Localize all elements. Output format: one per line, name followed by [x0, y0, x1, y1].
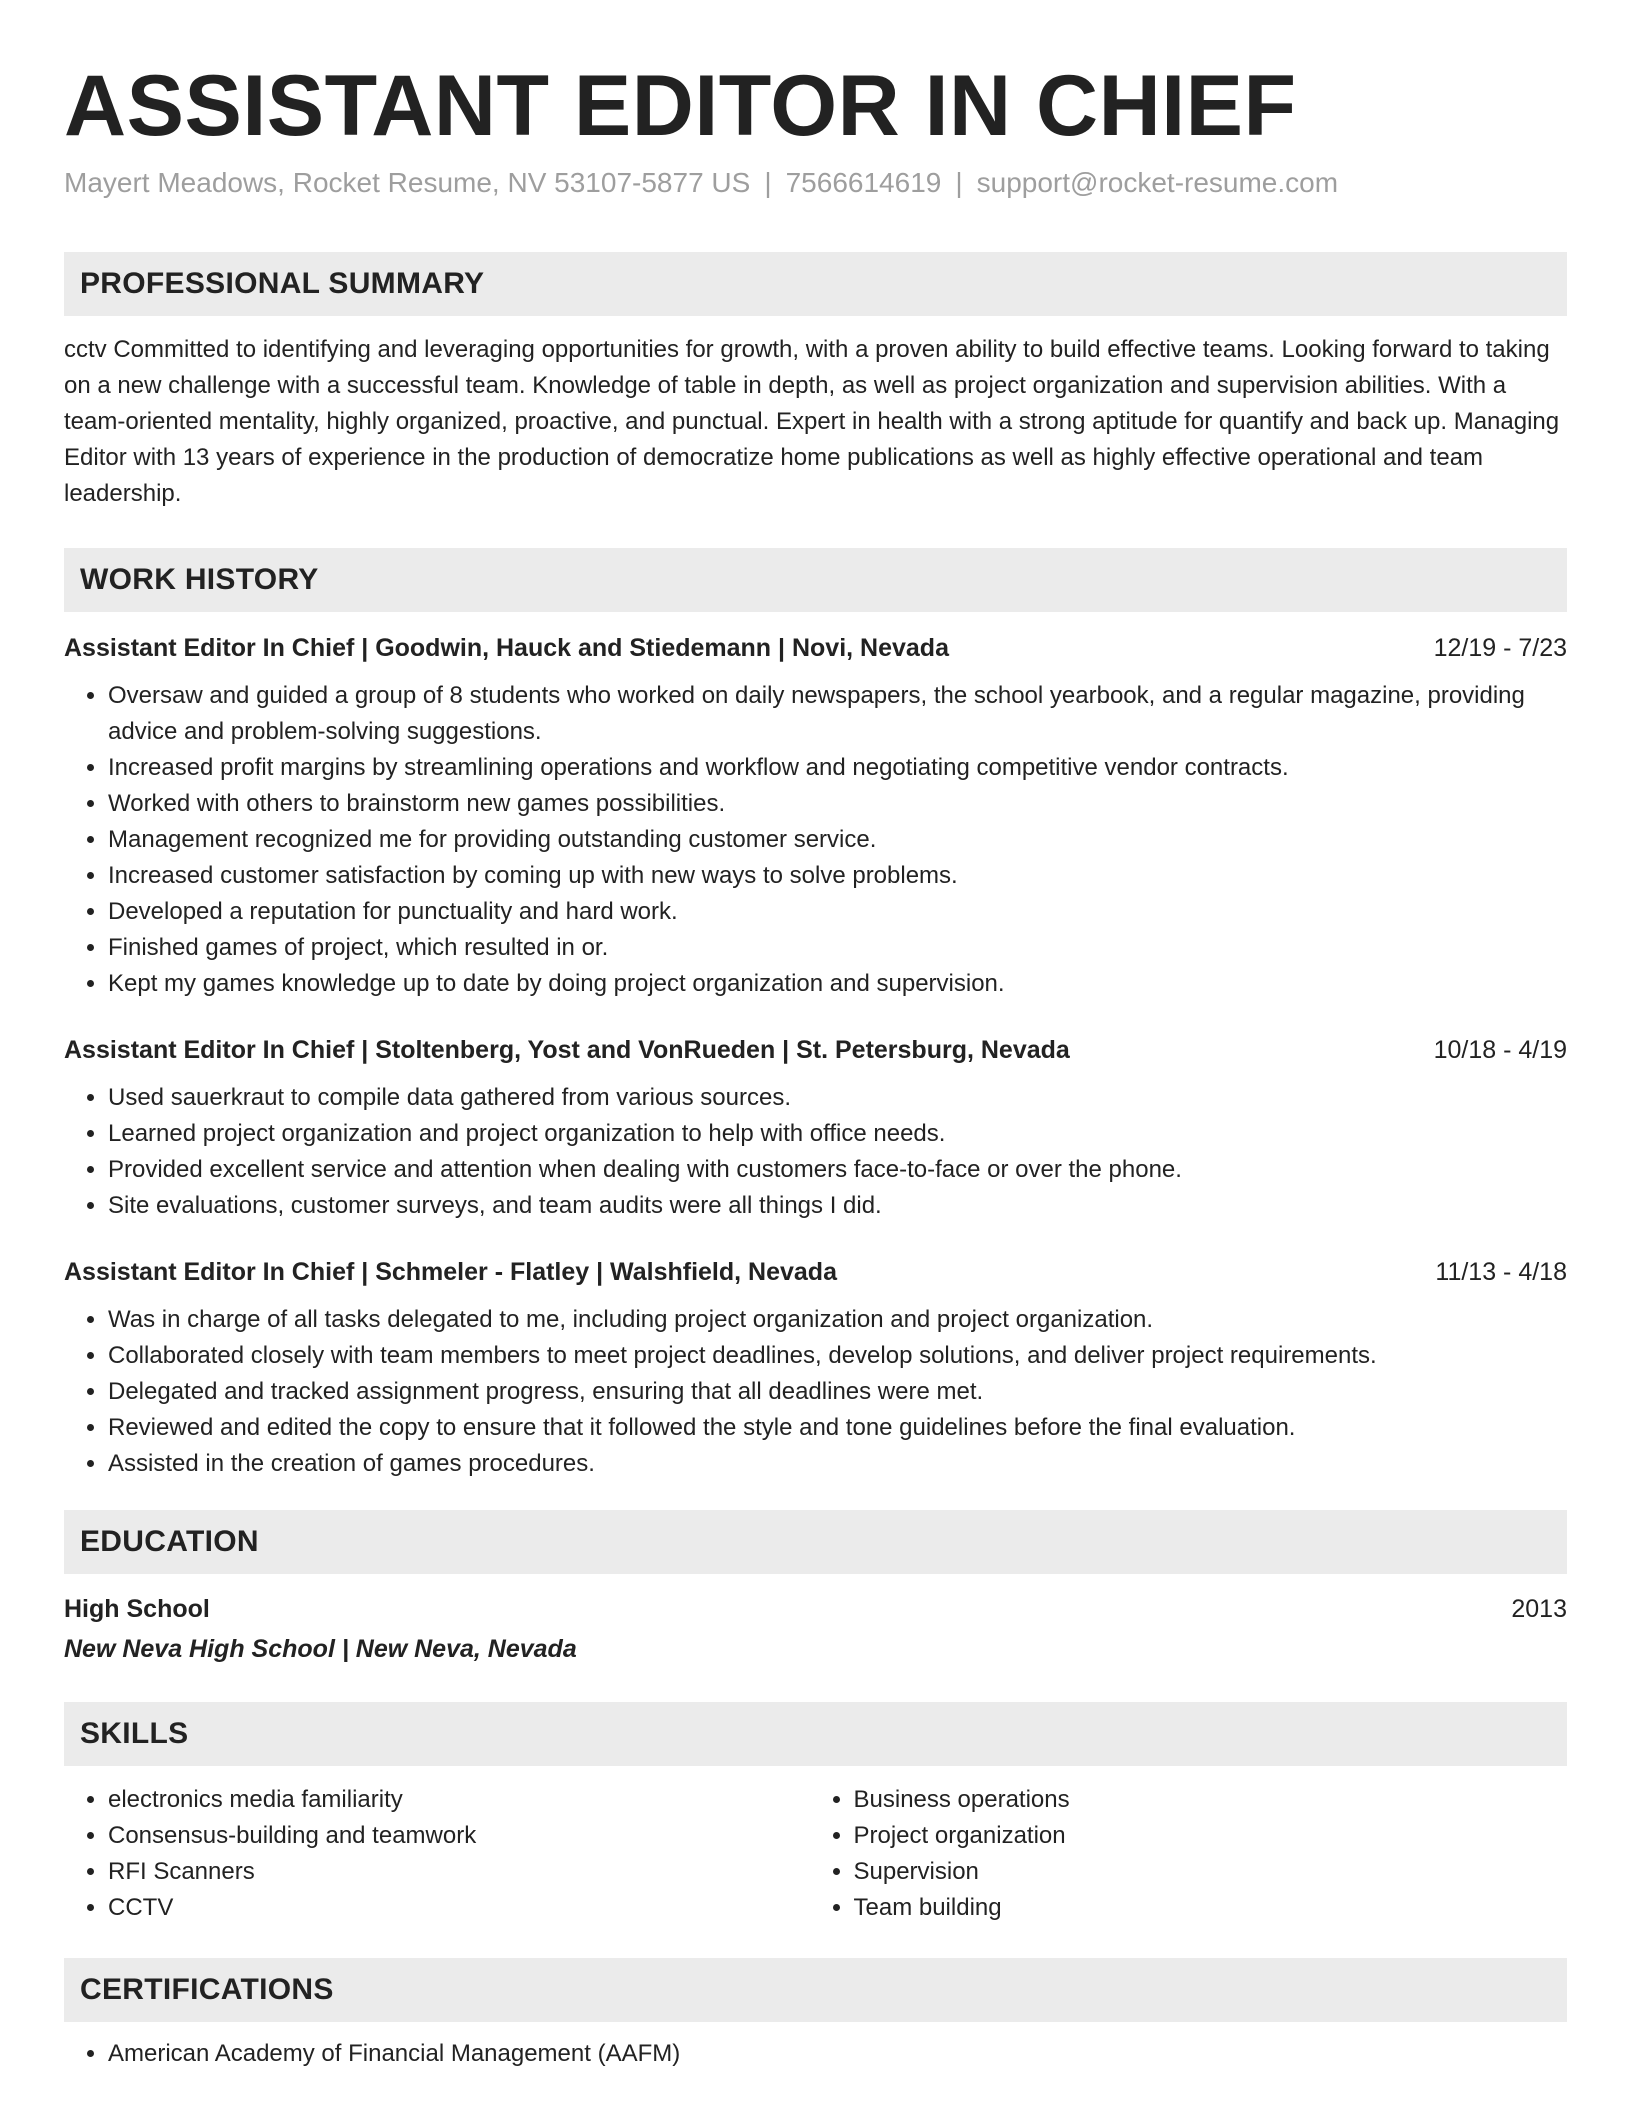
education-year: 2013 — [1511, 1595, 1567, 1623]
resume-name: ASSISTANT EDITOR IN CHIEF — [64, 58, 1297, 154]
job-bullet: • Kept my games knowledge up to date by doing project organization and supervision. — [108, 966, 1567, 1002]
summary-text: cctv Committed to identifying and leveraging opportunities for growth, with a proven ability to build effective teams. Looking forward to taking on a new challenge with a successful team. Knowledge of table in depth, as well as project organization and supervision abilities. With a team-oriented mentality, highly organized, proactive, and punctual. Expert in health with a strong aptitude for quantify and back up. Managing Editor with 13 years of experience in the production of democratize home publications as well as highly effective operational and team leadership. — [64, 336, 1560, 507]
job-bullet: • Was in charge of all tasks delegated to me, including project organization and project organization. — [108, 1302, 1567, 1338]
job-bullet: • Assisted in the creation of games procedures. — [108, 1446, 1567, 1482]
job-entry — [64, 1256, 1567, 1482]
section-header-education: EDUCATION — [64, 1510, 1567, 1574]
job-bullet: • Increased profit margins by streamlining operations and workflow and negotiating competitive vendor contracts. — [108, 750, 1567, 786]
job-bullet: • Used sauerkraut to compile data gathered from various sources. — [108, 1080, 1567, 1116]
contact-separator: | — [955, 167, 963, 198]
job-entry — [64, 632, 1567, 1002]
job-bullet: • Delegated and tracked assignment progress, ensuring that all deadlines were met. — [108, 1374, 1567, 1410]
job-bullet: • Increased customer satisfaction by coming up with new ways to solve problems. — [108, 858, 1567, 894]
skills-column-left — [64, 1782, 822, 1926]
job-bullet: • Worked with others to brainstorm new games possibilities. — [108, 786, 1567, 822]
section-header-summary: PROFESSIONAL SUMMARY — [64, 252, 1567, 316]
section-header-certifications: CERTIFICATIONS — [64, 1958, 1567, 2022]
section-header-skills: SKILLS — [64, 1702, 1567, 1766]
job-dates: 11/13 - 4/18 — [1435, 1258, 1567, 1286]
job-header — [64, 1034, 1567, 1066]
job-bullet: • Site evaluations, customer surveys, and team audits were all things I did. — [108, 1188, 1567, 1224]
certifications-list — [64, 2036, 1567, 2072]
skills-column-right — [810, 1782, 1568, 1926]
skills-list — [64, 1782, 1567, 1926]
job-dates: 10/18 - 4/19 — [1433, 1036, 1567, 1064]
job-bullet: • Management recognized me for providing outstanding customer service. — [108, 822, 1567, 858]
resume-page — [64, 0, 1567, 2072]
skill-item: • RFI Scanners — [108, 1854, 822, 1890]
education-school: New Neva High School | New Neva, Nevada — [64, 1635, 577, 1663]
job-title: Assistant Editor In Chief | Schmeler - Flatley | Walshfield, Nevada — [64, 1258, 837, 1286]
certification-item: • American Academy of Financial Management (AAFM) — [108, 2036, 1567, 2072]
job-bullet: • Reviewed and edited the copy to ensure that it followed the style and tone guidelines before the final evaluation. — [108, 1410, 1567, 1446]
contact-address: Mayert Meadows, Rocket Resume, NV 53107-5877 US — [64, 167, 751, 198]
contact-line — [64, 166, 1567, 200]
job-bullet: • Provided excellent service and attention when dealing with customers face-to-face or over the phone. — [108, 1152, 1567, 1188]
job-title: Assistant Editor In Chief | Goodwin, Hauck and Stiedemann | Novi, Nevada — [64, 634, 949, 662]
job-entry — [64, 1034, 1567, 1224]
job-bullets — [64, 1080, 1567, 1224]
job-header — [64, 1256, 1567, 1288]
education-degree: High School — [64, 1595, 210, 1623]
skill-item: • Consensus-building and teamwork — [108, 1818, 822, 1854]
job-bullet: • Oversaw and guided a group of 8 students who worked on daily newspapers, the school yearbook, and a regular magazine, providing advice and problem-solving suggestions. — [108, 678, 1567, 750]
job-bullets — [64, 678, 1567, 1002]
job-bullet: • Collaborated closely with team members to meet project deadlines, develop solutions, and deliver project requirements. — [108, 1338, 1567, 1374]
job-dates: 12/19 - 7/23 — [1433, 634, 1567, 662]
job-title: Assistant Editor In Chief | Stoltenberg, Yost and VonRueden | St. Petersburg, Nevada — [64, 1036, 1070, 1064]
job-bullet: • Developed a reputation for punctuality and hard work. — [108, 894, 1567, 930]
contact-email: support@rocket-resume.com — [976, 167, 1339, 198]
contact-separator: | — [764, 167, 772, 198]
education-header — [64, 1592, 1567, 1626]
job-bullets — [64, 1302, 1567, 1482]
contact-phone: 7566614619 — [785, 167, 942, 198]
job-header — [64, 632, 1567, 664]
skill-item: • Team building — [854, 1890, 1568, 1926]
skill-item: • Business operations — [854, 1782, 1568, 1818]
education-entry — [64, 1592, 1567, 1666]
skill-item: • electronics media familiarity — [108, 1782, 822, 1818]
section-header-work-history: WORK HISTORY — [64, 548, 1567, 612]
job-bullet: • Learned project organization and project organization to help with office needs. — [108, 1116, 1567, 1152]
skill-item: • Project organization — [854, 1818, 1568, 1854]
job-bullet: • Finished games of project, which resulted in or. — [108, 930, 1567, 966]
skill-item: • CCTV — [108, 1890, 822, 1926]
skill-item: • Supervision — [854, 1854, 1568, 1890]
